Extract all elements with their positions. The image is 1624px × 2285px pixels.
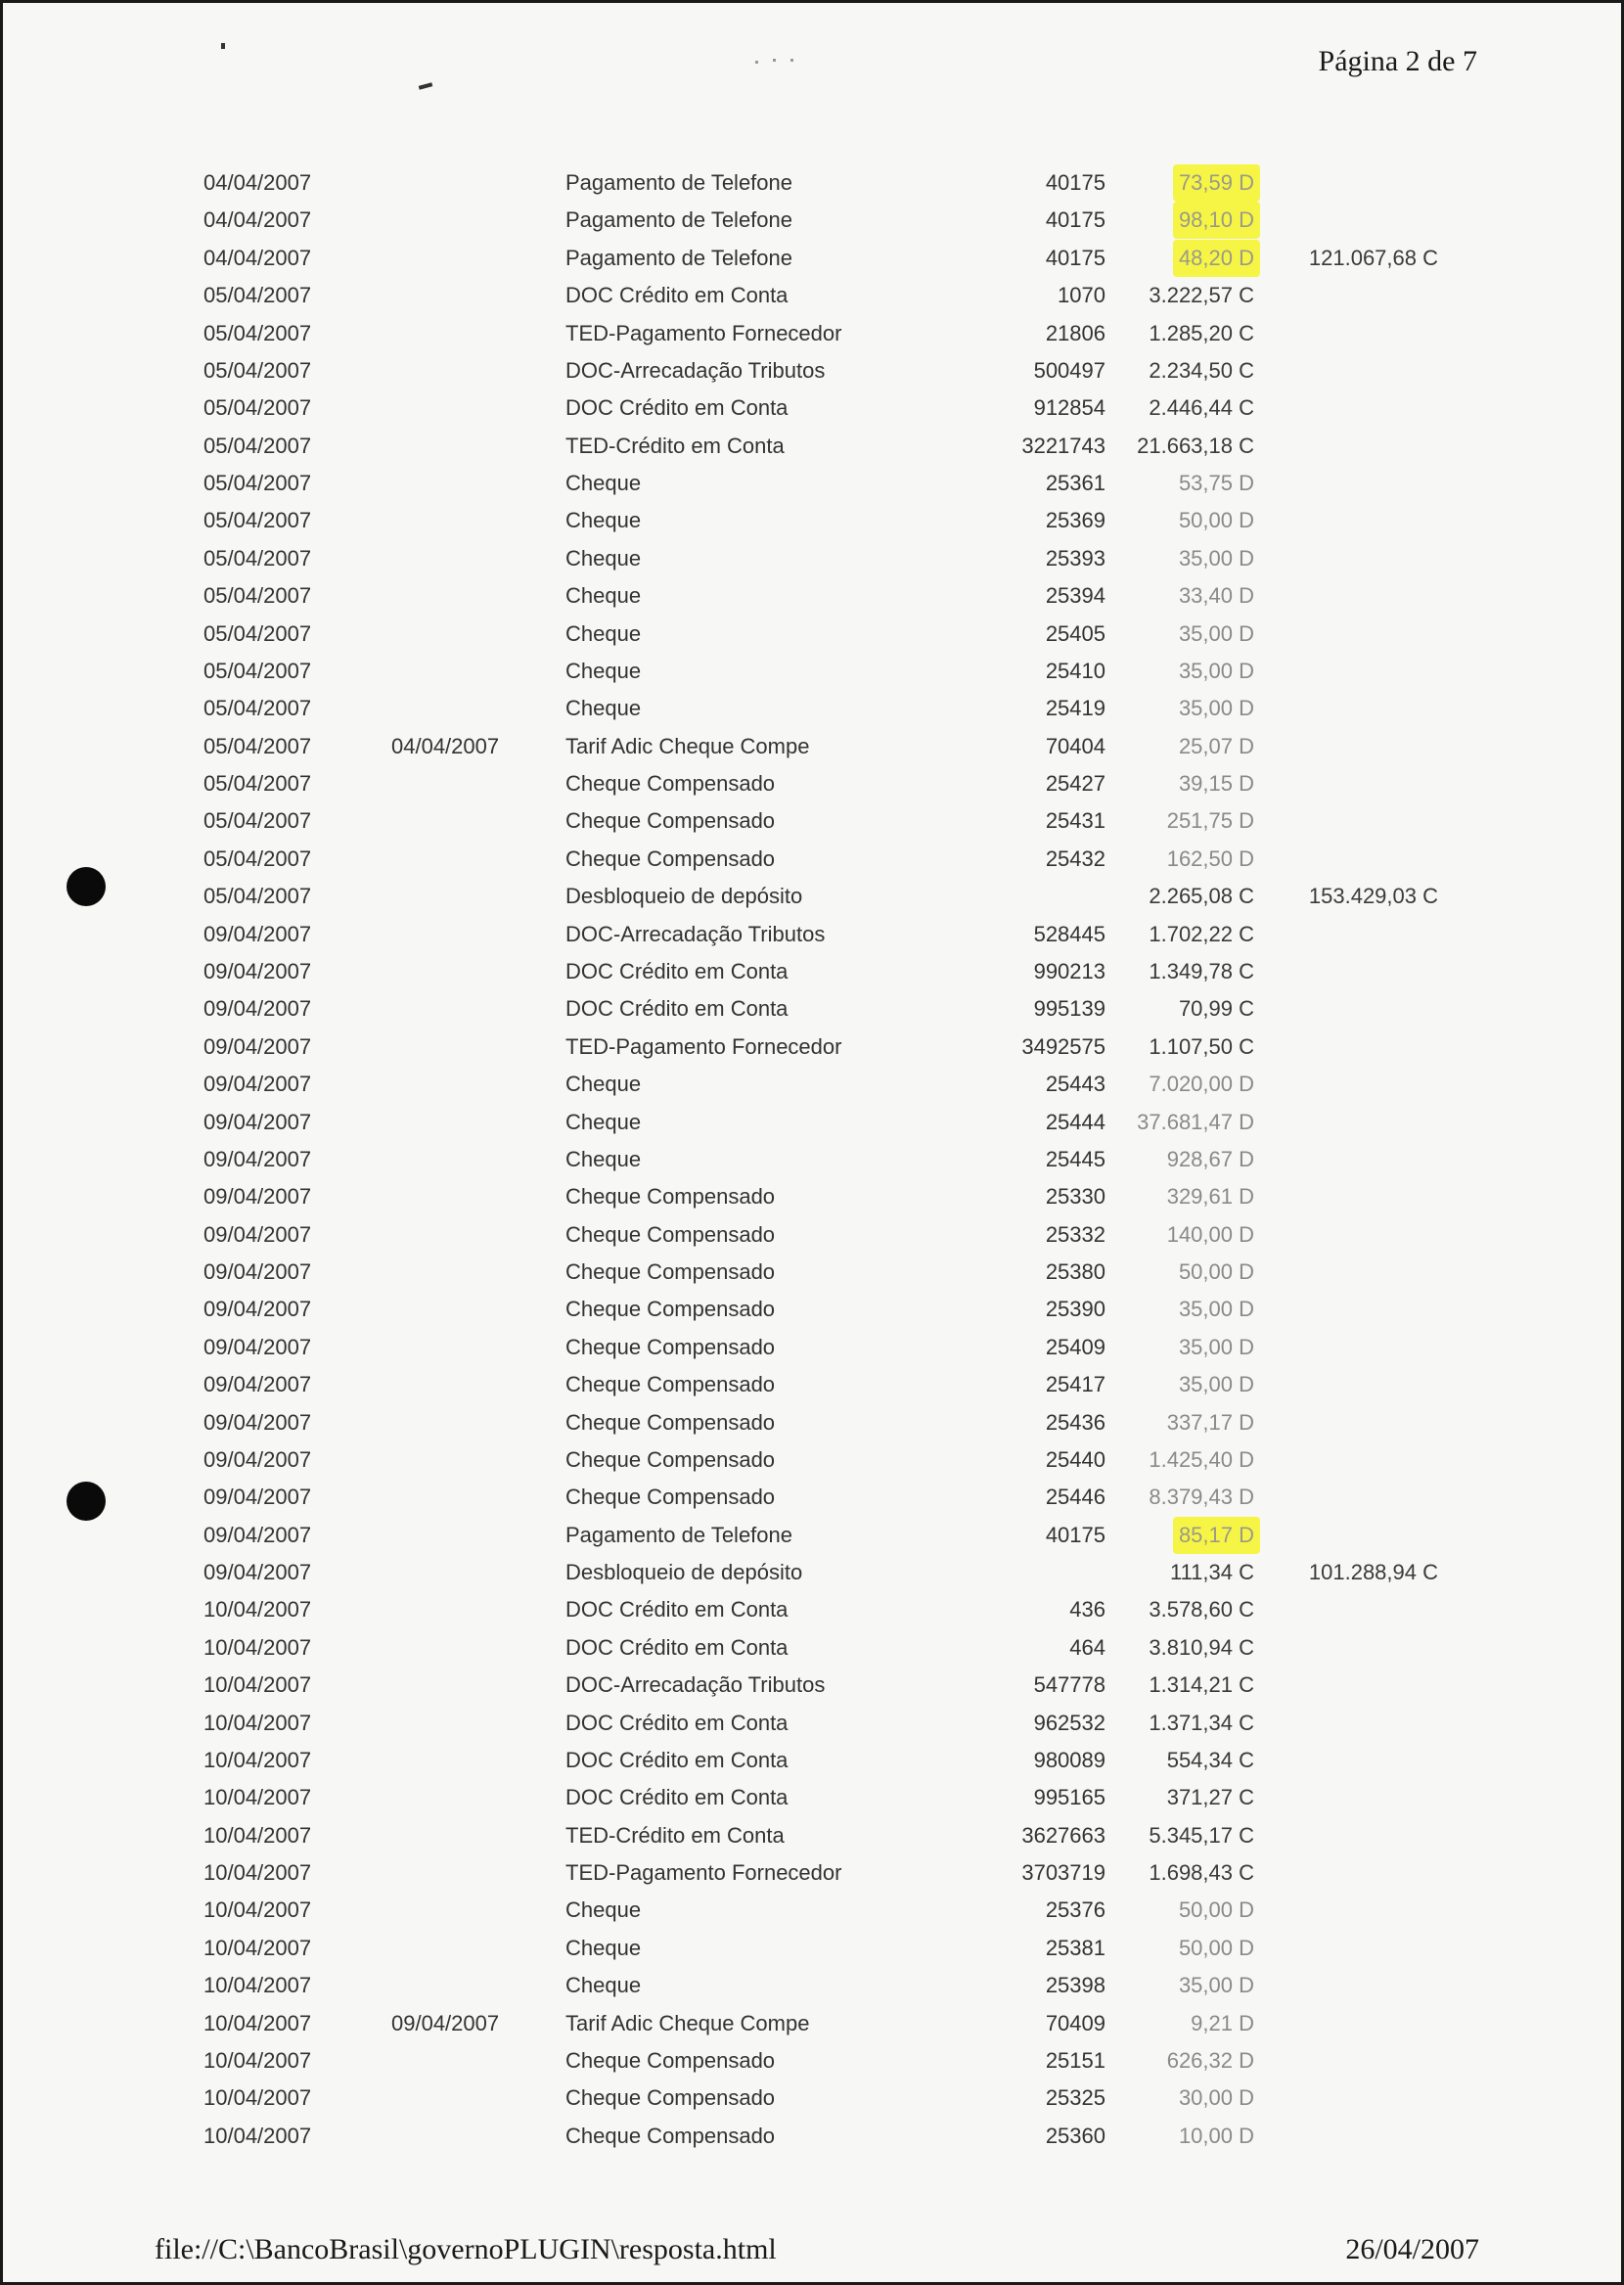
statement-row <box>0 277 1624 314</box>
row-balance: 101.288,94 C <box>1308 1560 1438 1585</box>
row-value: 50,00 D <box>1178 1935 1254 1960</box>
statement-row <box>0 1930 1624 1967</box>
row-document-number: 528445 <box>1033 921 1105 946</box>
row-value: 48,20 D <box>1173 240 1260 277</box>
row-description: Cheque Compensado <box>565 2123 776 2148</box>
statement-row <box>0 1329 1624 1366</box>
row-value: 70,99 C <box>1178 996 1254 1022</box>
statement-row <box>0 1479 1624 1516</box>
statement-row <box>0 502 1624 539</box>
row-date: 10/04/2007 <box>203 1935 312 1960</box>
statement-row <box>0 1854 1624 1892</box>
row-value: 329,61 D <box>1166 1184 1254 1210</box>
row-description: Pagamento de Telefone <box>565 245 792 270</box>
row-document-number: 436 <box>1069 1597 1105 1622</box>
row-description: DOC Crédito em Conta <box>565 958 789 983</box>
row-date: 05/04/2007 <box>203 545 312 571</box>
row-date: 09/04/2007 <box>203 1259 312 1285</box>
row-description: Tarif Adic Cheque Compe <box>565 733 810 758</box>
row-date: 09/04/2007 <box>203 1334 312 1359</box>
row-description: DOC Crédito em Conta <box>565 996 789 1022</box>
row-document-number: 40175 <box>1045 170 1105 195</box>
row-balance: 121.067,68 C <box>1308 245 1438 270</box>
row-value: 35,00 D <box>1178 1372 1254 1397</box>
row-value: 25,07 D <box>1178 733 1254 758</box>
row-value: 1.285,20 C <box>1149 320 1254 345</box>
row-value: 162,50 D <box>1166 845 1254 871</box>
statement-row <box>0 1705 1624 1742</box>
row-date: 05/04/2007 <box>203 696 312 721</box>
row-date: 09/04/2007 <box>203 1409 312 1435</box>
row-document-number: 25440 <box>1045 1446 1105 1472</box>
statement-row <box>0 1216 1624 1254</box>
row-balance: 153.429,03 C <box>1308 884 1438 909</box>
row-document-number: 25409 <box>1045 1334 1105 1359</box>
row-date: 05/04/2007 <box>203 433 312 458</box>
row-description: DOC-Arrecadação Tributos <box>565 921 826 946</box>
row-date: 10/04/2007 <box>203 1634 312 1660</box>
row-description: DOC Crédito em Conta <box>565 1785 789 1810</box>
row-value: 39,15 D <box>1178 771 1254 797</box>
statement-row <box>0 1517 1624 1554</box>
row-description: Desbloqueio de depósito <box>565 1560 803 1585</box>
statement-row <box>0 916 1624 953</box>
statement-row <box>0 2079 1624 2117</box>
row-document-number: 40175 <box>1045 1522 1105 1547</box>
row-description: TED-Pagamento Fornecedor <box>565 1860 842 1886</box>
row-document-number: 912854 <box>1033 395 1105 421</box>
row-document-number: 70404 <box>1045 733 1105 758</box>
row-date: 05/04/2007 <box>203 733 312 758</box>
row-document-number: 464 <box>1069 1634 1105 1660</box>
row-date: 05/04/2007 <box>203 283 312 308</box>
row-value: 1.425,40 D <box>1149 1446 1254 1472</box>
statement-row <box>0 765 1624 802</box>
row-date: 10/04/2007 <box>203 1597 312 1622</box>
row-document-number: 995139 <box>1033 996 1105 1022</box>
row-value: 35,00 D <box>1178 1334 1254 1359</box>
row-date: 05/04/2007 <box>203 620 312 646</box>
row-document-number: 25443 <box>1045 1072 1105 1097</box>
row-document-number: 25330 <box>1045 1184 1105 1210</box>
row-document-number: 25381 <box>1045 1935 1105 1960</box>
row-description: Cheque Compensado <box>565 1259 776 1285</box>
row-value: 35,00 D <box>1178 1297 1254 1322</box>
row-value: 251,75 D <box>1166 808 1254 834</box>
row-value: 8.379,43 D <box>1149 1485 1254 1510</box>
row-document-number: 25427 <box>1045 771 1105 797</box>
row-description: DOC Crédito em Conta <box>565 395 789 421</box>
row-date: 09/04/2007 <box>203 958 312 983</box>
page-number: Página 2 de 7 <box>1318 45 1477 77</box>
row-document-number: 25410 <box>1045 658 1105 683</box>
statement-row <box>0 389 1624 427</box>
statement-row <box>0 1178 1624 1215</box>
row-date: 04/04/2007 <box>203 207 312 233</box>
row-date: 09/04/2007 <box>203 996 312 1022</box>
row-description: TED-Pagamento Fornecedor <box>565 320 842 345</box>
row-document-number: 1070 <box>1058 283 1105 308</box>
row-value: 5.345,17 C <box>1149 1822 1254 1848</box>
statement-row <box>0 2118 1624 2155</box>
statement-row <box>0 1742 1624 1779</box>
statement-row <box>0 802 1624 840</box>
row-document-number: 25380 <box>1045 1259 1105 1285</box>
statement-row <box>0 1967 1624 2004</box>
row-value: 21.663,18 C <box>1137 433 1254 458</box>
statement-row <box>0 577 1624 615</box>
row-description: DOC-Arrecadação Tributos <box>565 357 826 383</box>
row-date: 10/04/2007 <box>203 1747 312 1772</box>
row-date: 09/04/2007 <box>203 1560 312 1585</box>
row-value: 35,00 D <box>1178 1973 1254 1998</box>
row-date: 09/04/2007 <box>203 1485 312 1510</box>
row-document-number: 25444 <box>1045 1109 1105 1134</box>
row-date: 05/04/2007 <box>203 845 312 871</box>
row-value: 3.810,94 C <box>1149 1634 1254 1660</box>
row-description: Cheque <box>565 620 642 646</box>
statement-row <box>0 2042 1624 2079</box>
row-description: Cheque <box>565 1109 642 1134</box>
row-description: Cheque <box>565 508 642 533</box>
row-document-number: 25398 <box>1045 1973 1105 1998</box>
row-value: 53,75 D <box>1178 471 1254 496</box>
statement-row <box>0 1028 1624 1066</box>
footer-file-path: file://C:\BancoBrasil\governoPLUGIN\resposta.html <box>155 2233 777 2265</box>
row-document-number: 25361 <box>1045 471 1105 496</box>
row-description: DOC-Arrecadação Tributos <box>565 1672 826 1698</box>
row-date: 10/04/2007 <box>203 1897 312 1923</box>
row-value: 3.578,60 C <box>1149 1597 1254 1622</box>
row-date: 10/04/2007 <box>203 1672 312 1698</box>
row-document-number: 40175 <box>1045 207 1105 233</box>
row-document-number: 25325 <box>1045 2085 1105 2111</box>
statement-row <box>0 616 1624 653</box>
row-document-number: 25394 <box>1045 583 1105 609</box>
row-document-number: 25151 <box>1045 2048 1105 2073</box>
scan-speck <box>755 61 758 64</box>
row-value: 10,00 D <box>1178 2123 1254 2148</box>
row-date: 05/04/2007 <box>203 357 312 383</box>
row-description: Cheque <box>565 471 642 496</box>
row-value: 35,00 D <box>1178 658 1254 683</box>
row-value: 35,00 D <box>1178 545 1254 571</box>
row-value: 9,21 D <box>1191 2010 1254 2035</box>
row-description: DOC Crédito em Conta <box>565 283 789 308</box>
row-date: 09/04/2007 <box>203 1033 312 1059</box>
row-document-number: 3221743 <box>1021 433 1105 458</box>
row-date: 05/04/2007 <box>203 658 312 683</box>
row-description: Cheque <box>565 1973 642 1998</box>
row-date: 09/04/2007 <box>203 1372 312 1397</box>
row-value: 35,00 D <box>1178 696 1254 721</box>
scan-speck <box>221 43 225 49</box>
statement-row <box>0 690 1624 727</box>
row-value: 2.234,50 C <box>1149 357 1254 383</box>
statement-row <box>0 1254 1624 1291</box>
row-date: 10/04/2007 <box>203 1710 312 1735</box>
row-document-number: 25431 <box>1045 808 1105 834</box>
row-date: 05/04/2007 <box>203 771 312 797</box>
row-date: 10/04/2007 <box>203 2010 312 2035</box>
row-value: 30,00 D <box>1178 2085 1254 2111</box>
row-description: Cheque Compensado <box>565 2048 776 2073</box>
row-document-number: 995165 <box>1033 1785 1105 1810</box>
row-value: 554,34 C <box>1166 1747 1254 1772</box>
row-description: Cheque Compensado <box>565 1184 776 1210</box>
row-description: Cheque <box>565 1146 642 1171</box>
row-document-number: 25369 <box>1045 508 1105 533</box>
statement-row <box>0 1066 1624 1103</box>
row-description: TED-Crédito em Conta <box>565 1822 785 1848</box>
row-date: 04/04/2007 <box>203 245 312 270</box>
row-description: Cheque Compensado <box>565 1334 776 1359</box>
scan-speck <box>419 82 433 89</box>
row-date: 09/04/2007 <box>203 1184 312 1210</box>
statement-row <box>0 878 1624 915</box>
row-description: TED-Crédito em Conta <box>565 433 785 458</box>
row-description: DOC Crédito em Conta <box>565 1634 789 1660</box>
row-document-number: 990213 <box>1033 958 1105 983</box>
row-document-number: 25436 <box>1045 1409 1105 1435</box>
statement-row <box>0 728 1624 765</box>
row-description: Cheque Compensado <box>565 1485 776 1510</box>
row-date: 10/04/2007 <box>203 2085 312 2111</box>
row-description: Cheque <box>565 545 642 571</box>
row-date: 09/04/2007 <box>203 1446 312 1472</box>
row-value: 1.314,21 C <box>1149 1672 1254 1698</box>
row-value: 928,67 D <box>1166 1146 1254 1171</box>
row-value: 626,32 D <box>1166 2048 1254 2073</box>
scan-speck <box>773 59 776 62</box>
row-description: Cheque Compensado <box>565 2085 776 2111</box>
row-balance-date: 04/04/2007 <box>391 733 500 758</box>
row-document-number: 500497 <box>1033 357 1105 383</box>
statement-row <box>0 540 1624 577</box>
statement-row <box>0 1104 1624 1141</box>
row-document-number: 3492575 <box>1021 1033 1105 1059</box>
row-document-number: 25446 <box>1045 1485 1105 1510</box>
row-document-number: 21806 <box>1045 320 1105 345</box>
row-document-number: 25419 <box>1045 696 1105 721</box>
row-value: 337,17 D <box>1166 1409 1254 1435</box>
statement-row <box>0 653 1624 690</box>
row-date: 05/04/2007 <box>203 471 312 496</box>
footer-date: 26/04/2007 <box>1345 2233 1479 2265</box>
row-date: 05/04/2007 <box>203 884 312 909</box>
row-document-number: 25376 <box>1045 1897 1105 1923</box>
row-document-number: 70409 <box>1045 2010 1105 2035</box>
row-balance-date: 09/04/2007 <box>391 2010 500 2035</box>
row-value: 2.265,08 C <box>1149 884 1254 909</box>
statement-row <box>0 240 1624 277</box>
statement-row <box>0 1291 1624 1328</box>
row-date: 05/04/2007 <box>203 320 312 345</box>
row-description: Cheque <box>565 583 642 609</box>
statement-row <box>0 1141 1624 1178</box>
statement-row <box>0 164 1624 202</box>
row-description: Pagamento de Telefone <box>565 170 792 195</box>
row-value: 50,00 D <box>1178 508 1254 533</box>
row-description: Cheque Compensado <box>565 1409 776 1435</box>
row-date: 10/04/2007 <box>203 1860 312 1886</box>
row-description: Cheque Compensado <box>565 808 776 834</box>
row-document-number: 25360 <box>1045 2123 1105 2148</box>
statement-row <box>0 1441 1624 1479</box>
row-document-number: 25393 <box>1045 545 1105 571</box>
row-description: Tarif Adic Cheque Compe <box>565 2010 810 2035</box>
statement-row <box>0 1629 1624 1667</box>
row-document-number: 3703719 <box>1021 1860 1105 1886</box>
row-description: Cheque Compensado <box>565 1221 776 1247</box>
row-description: Cheque <box>565 1935 642 1960</box>
row-description: Cheque Compensado <box>565 771 776 797</box>
row-description: Desbloqueio de depósito <box>565 884 803 909</box>
row-value: 1.371,34 C <box>1149 1710 1254 1735</box>
row-value: 3.222,57 C <box>1149 283 1254 308</box>
row-date: 04/04/2007 <box>203 170 312 195</box>
row-value: 371,27 C <box>1166 1785 1254 1810</box>
statement-row <box>0 1892 1624 1929</box>
row-date: 05/04/2007 <box>203 395 312 421</box>
row-document-number: 40175 <box>1045 245 1105 270</box>
row-description: Cheque <box>565 1897 642 1923</box>
statement-row <box>0 428 1624 465</box>
row-value: 1.698,43 C <box>1149 1860 1254 1886</box>
row-date: 09/04/2007 <box>203 1109 312 1134</box>
row-document-number: 25432 <box>1045 845 1105 871</box>
row-description: Cheque <box>565 658 642 683</box>
statement-row <box>0 1779 1624 1816</box>
row-date: 09/04/2007 <box>203 1297 312 1322</box>
row-description: Cheque <box>565 1072 642 1097</box>
statement-row <box>0 1817 1624 1854</box>
row-document-number: 25445 <box>1045 1146 1105 1171</box>
row-value: 111,34 C <box>1169 1560 1254 1585</box>
row-value: 73,59 D <box>1173 164 1260 202</box>
row-value: 35,00 D <box>1178 620 1254 646</box>
statement-row <box>0 315 1624 352</box>
row-document-number: 25417 <box>1045 1372 1105 1397</box>
row-value: 50,00 D <box>1178 1259 1254 1285</box>
row-description: Cheque <box>565 696 642 721</box>
row-date: 10/04/2007 <box>203 2048 312 2073</box>
row-description: Cheque Compensado <box>565 845 776 871</box>
row-document-number: 980089 <box>1033 1747 1105 1772</box>
row-document-number: 3627663 <box>1021 1822 1105 1848</box>
row-date: 10/04/2007 <box>203 1822 312 1848</box>
row-value: 98,10 D <box>1173 202 1260 239</box>
statement-row <box>0 465 1624 502</box>
row-description: Cheque Compensado <box>565 1372 776 1397</box>
row-description: DOC Crédito em Conta <box>565 1747 789 1772</box>
statement-row <box>0 990 1624 1028</box>
row-date: 05/04/2007 <box>203 808 312 834</box>
row-value: 140,00 D <box>1166 1221 1254 1247</box>
row-date: 09/04/2007 <box>203 1221 312 1247</box>
statement-row <box>0 1667 1624 1704</box>
statement-row <box>0 841 1624 878</box>
statement-row <box>0 1591 1624 1628</box>
row-value: 37.681,47 D <box>1137 1109 1254 1134</box>
statement-row <box>0 2005 1624 2042</box>
statement-row <box>0 202 1624 239</box>
row-value: 1.349,78 C <box>1149 958 1254 983</box>
row-description: TED-Pagamento Fornecedor <box>565 1033 842 1059</box>
scan-speck <box>790 59 793 62</box>
row-description: Pagamento de Telefone <box>565 207 792 233</box>
row-date: 10/04/2007 <box>203 1785 312 1810</box>
row-value: 33,40 D <box>1178 583 1254 609</box>
row-description: Cheque Compensado <box>565 1446 776 1472</box>
row-document-number: 25332 <box>1045 1221 1105 1247</box>
row-document-number: 25405 <box>1045 620 1105 646</box>
row-document-number: 547778 <box>1033 1672 1105 1698</box>
row-description: DOC Crédito em Conta <box>565 1710 789 1735</box>
row-date: 10/04/2007 <box>203 2123 312 2148</box>
statement-row <box>0 953 1624 990</box>
row-date: 09/04/2007 <box>203 1146 312 1171</box>
row-value: 50,00 D <box>1178 1897 1254 1923</box>
row-date: 09/04/2007 <box>203 1072 312 1097</box>
statement-row <box>0 1554 1624 1591</box>
row-value: 1.702,22 C <box>1149 921 1254 946</box>
row-description: DOC Crédito em Conta <box>565 1597 789 1622</box>
row-description: Pagamento de Telefone <box>565 1522 792 1547</box>
row-date: 05/04/2007 <box>203 508 312 533</box>
statement-row <box>0 1404 1624 1441</box>
row-document-number: 25390 <box>1045 1297 1105 1322</box>
statement-row <box>0 1366 1624 1403</box>
row-value: 2.446,44 C <box>1149 395 1254 421</box>
row-value: 7.020,00 D <box>1149 1072 1254 1097</box>
row-description: Cheque Compensado <box>565 1297 776 1322</box>
row-date: 09/04/2007 <box>203 921 312 946</box>
row-date: 05/04/2007 <box>203 583 312 609</box>
row-date: 09/04/2007 <box>203 1522 312 1547</box>
row-value: 85,17 D <box>1173 1517 1260 1554</box>
statement-row <box>0 352 1624 389</box>
row-date: 10/04/2007 <box>203 1973 312 1998</box>
row-document-number: 962532 <box>1033 1710 1105 1735</box>
row-value: 1.107,50 C <box>1149 1033 1254 1059</box>
